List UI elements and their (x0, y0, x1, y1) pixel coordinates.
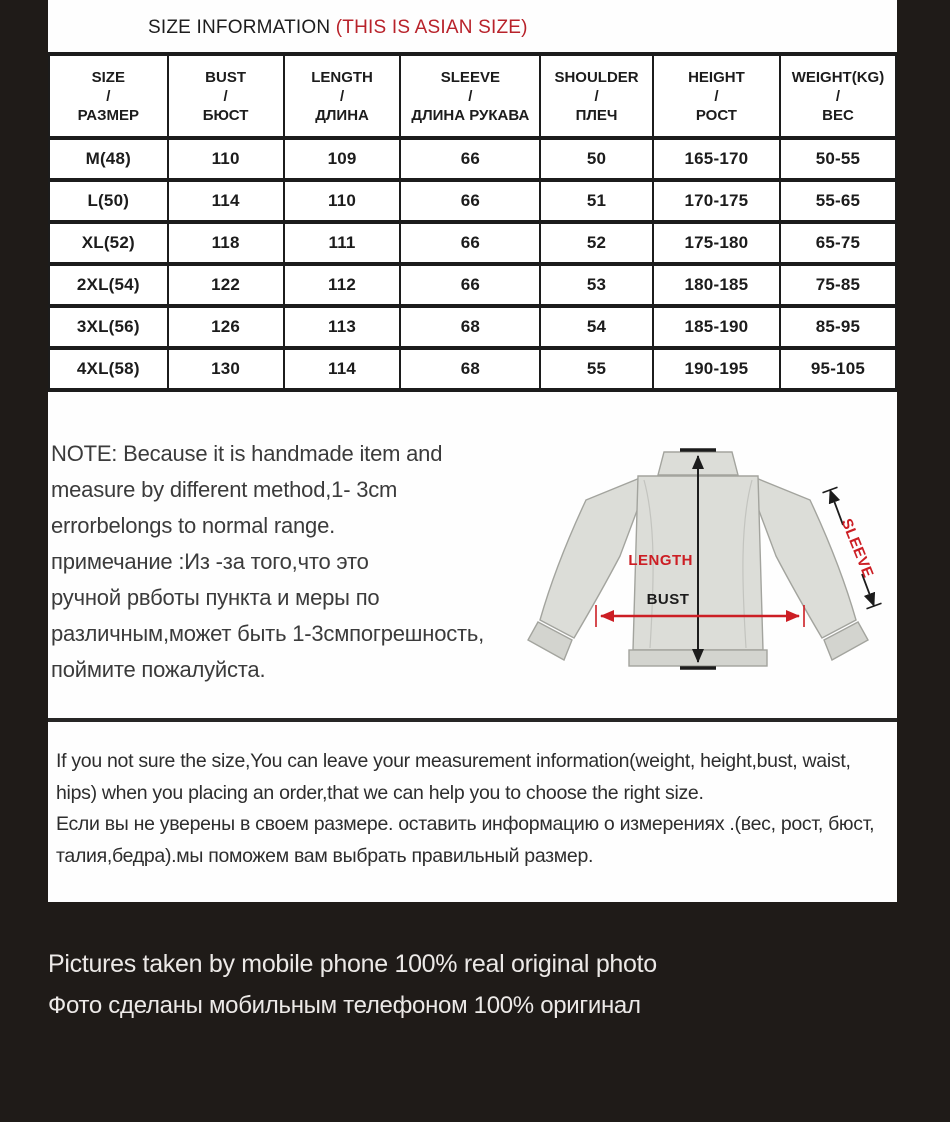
text-line: NOTE: Because it is handmade item and (51, 441, 443, 466)
column-header-line: РОСТ (695, 106, 737, 124)
page-title (48, 0, 897, 39)
table-cell: 165-170 (653, 138, 780, 180)
jacket-left-sleeve (540, 478, 640, 638)
table-cell: 110 (284, 180, 401, 222)
table-row (49, 306, 896, 348)
table-cell: 4XL(58) (49, 348, 168, 390)
column-header-line: BUST (205, 68, 247, 86)
size-help-text (48, 722, 897, 872)
text-line: поймите пожалуйста. (51, 657, 266, 682)
size-info-panel (48, 0, 897, 902)
table-cell: 111 (284, 222, 401, 264)
column-header-line: SIZE (91, 68, 125, 86)
column-header-line: / (468, 87, 473, 105)
column-header-line: / (339, 87, 345, 105)
table-cell: 180-185 (653, 264, 780, 306)
text-line: hips) when you placing an order,that we can help you to choose the right size. (56, 781, 704, 804)
column-header-line: / (594, 87, 599, 105)
table-cell: 53 (540, 264, 653, 306)
table-cell: 68 (400, 306, 540, 348)
text-line: measure by different method,1- 3cm (51, 477, 398, 502)
table-cell: 55 (540, 348, 653, 390)
column-header-line: ВЕС (822, 106, 854, 124)
column-header-line: SLEEVE (440, 68, 500, 86)
table-cell: 130 (168, 348, 284, 390)
text-line: Если вы не уверены в своем размере. оставить информацию о измерениях .(вес, рост, бюст, (56, 813, 875, 835)
sleeve-arrow-upper (830, 490, 843, 525)
column-header-line: / (223, 87, 228, 105)
table-cell: 3XL(56) (49, 306, 168, 348)
column-header-line: ПЛЕЧ (575, 106, 618, 124)
header-row (49, 54, 896, 138)
table-cell: 66 (400, 138, 540, 180)
page-title-highlight: (THIS IS ASIAN SIZE) (335, 17, 528, 38)
table-row (49, 222, 896, 264)
table-row (49, 264, 896, 306)
title-row (48, 0, 897, 52)
table-cell: 68 (400, 348, 540, 390)
column-header-line: / (106, 87, 111, 105)
table-cell: 52 (540, 222, 653, 264)
column-header (400, 54, 540, 138)
table-cell: 175-180 (653, 222, 780, 264)
table-cell: 50 (540, 138, 653, 180)
column-header (653, 54, 780, 138)
table-row (49, 348, 896, 390)
table-cell: 51 (540, 180, 653, 222)
size-help-section (48, 722, 897, 902)
jacket-right-sleeve (756, 478, 856, 638)
handmade-note (51, 436, 484, 688)
table-cell: M(48) (49, 138, 168, 180)
table-cell: XL(52) (49, 222, 168, 264)
bust-label: BUST (646, 591, 690, 608)
column-header (540, 54, 653, 138)
table-cell: 170-175 (653, 180, 780, 222)
column-header-line: WEIGHT(KG) (791, 68, 885, 86)
table-cell: 75-85 (780, 264, 896, 306)
column-header-line: / (714, 87, 719, 105)
column-header-line: РАЗМЕР (77, 106, 139, 124)
note-section (48, 422, 897, 718)
table-cell: 113 (284, 306, 401, 348)
column-header (284, 54, 401, 138)
text-line: errorbelongs to normal range. (51, 513, 336, 538)
length-label: LENGTH (628, 552, 693, 569)
table-cell: 126 (168, 306, 284, 348)
column-header-line: ДЛИНА РУКАВА (411, 106, 530, 124)
column-header (49, 54, 168, 138)
table-cell: 118 (168, 222, 284, 264)
table-cell: 50-55 (780, 138, 896, 180)
text-line: талия,бедра).мы поможем вам выбрать правильный размер. (56, 844, 594, 867)
table-cell: 85-95 (780, 306, 896, 348)
text-line: примечание :Из -за того,что это (51, 549, 369, 574)
table-cell: 110 (168, 138, 284, 180)
table-cell: 2XL(54) (49, 264, 168, 306)
table-cell: 190-195 (653, 348, 780, 390)
table-cell: 54 (540, 306, 653, 348)
table-cell: 109 (284, 138, 401, 180)
text-line: ручной рвботы пункта и меры по (51, 585, 380, 610)
table-cell: 114 (284, 348, 401, 390)
jacket-diagram-svg (516, 444, 898, 700)
column-header (168, 54, 284, 138)
column-header (780, 54, 896, 138)
table-cell: 55-65 (780, 180, 896, 222)
footer-caption (48, 950, 657, 1020)
table-cell: 114 (168, 180, 284, 222)
measurement-diagram (516, 444, 898, 700)
table-cell: 95-105 (780, 348, 896, 390)
table-cell: 66 (400, 222, 540, 264)
column-header-line: ДЛИНА (315, 106, 369, 124)
table-cell: 122 (168, 264, 284, 306)
table-row (49, 138, 896, 180)
sleeve-label: SLEEVE (837, 516, 877, 581)
column-header-line: / (835, 87, 841, 105)
size-chart-table (48, 52, 897, 392)
column-header-line: SHOULDER (554, 68, 639, 86)
text-line: If you not sure the size,You can leave your measurement information(weight, height,bust, waist, (56, 750, 851, 772)
footer-caption-en: Pictures taken by mobile phone 100% real original photo (48, 950, 657, 978)
text-line: различным,может быть 1-3смпогрешность, (51, 621, 485, 646)
table-cell: 185-190 (653, 306, 780, 348)
page-title-main: SIZE INFORMATION (148, 17, 336, 38)
table-row (49, 180, 896, 222)
table-cell: L(50) (49, 180, 168, 222)
table-cell: 65-75 (780, 222, 896, 264)
table-cell: 66 (400, 180, 540, 222)
table-cell: 112 (284, 264, 401, 306)
footer-caption-ru: Фото сделаны мобильным телефоном 100% оригинал (48, 992, 641, 1019)
column-header-line: БЮСТ (202, 106, 249, 124)
table-cell: 66 (400, 264, 540, 306)
column-header-line: LENGTH (311, 68, 373, 86)
column-header-line: HEIGHT (688, 68, 745, 86)
